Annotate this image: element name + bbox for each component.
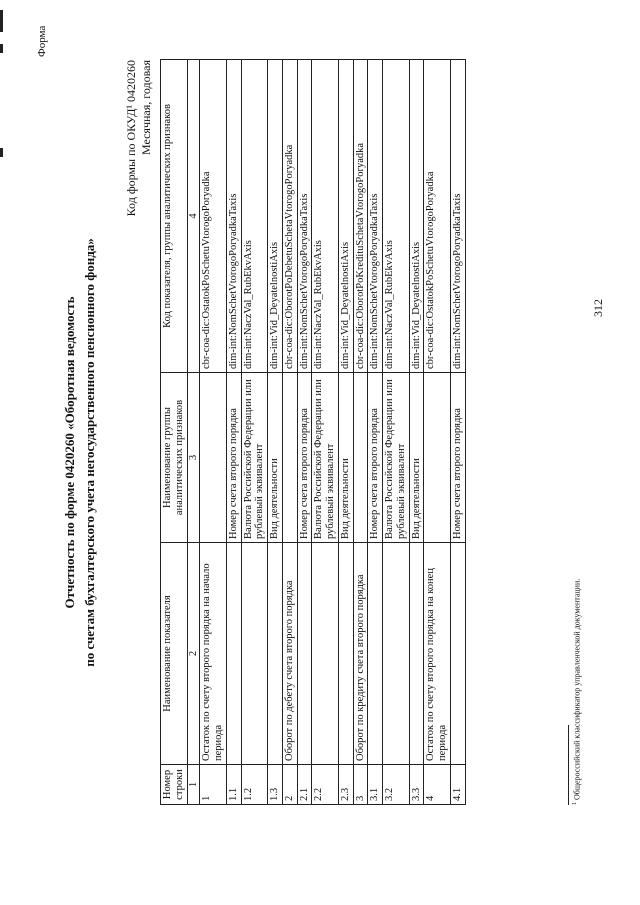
indicator-code-cell: dim-int:NaczVal_RubEkvAxis — [383, 60, 410, 373]
indicator-name-cell — [338, 543, 353, 765]
reporting-period: Месячная, годовая — [139, 60, 153, 156]
table-row — [353, 60, 368, 805]
group-name-cell — [353, 373, 368, 543]
row-number-cell: 1.2 — [241, 765, 268, 805]
group-name-cell: Номер счета второго порядка — [450, 373, 465, 543]
indicators-table — [160, 59, 466, 805]
indicator-name-cell: Оборот по кредиту счета второго порядка — [353, 543, 368, 765]
form-label: Форма — [36, 25, 48, 57]
column-number: 4 — [187, 60, 200, 373]
indicator-code-cell: cbr-coa-dic:OborotPoKredituSchetaVtorogoPoryadka — [353, 60, 368, 373]
indicator-name-cell: Остаток по счету второго порядка на начало периода — [200, 543, 227, 765]
indicator-name-cell — [226, 543, 241, 765]
row-number-cell: 4.1 — [450, 765, 465, 805]
group-name-cell — [424, 373, 451, 543]
table-row — [383, 60, 410, 805]
table-row — [424, 60, 451, 805]
table-row — [200, 60, 227, 805]
row-number-cell: 1.1 — [226, 765, 241, 805]
document-title-line-2: по счетам бухгалтерского учета негосударственного пенсионного фонда» — [82, 238, 97, 667]
indicator-code-cell: dim-int:NomSchetVtorogoPoryadkaTaxis — [450, 60, 465, 373]
okud-code: Код формы по ОКУД¹ 0420260 — [124, 60, 138, 217]
indicator-name-cell — [450, 543, 465, 765]
row-number-cell: 4 — [424, 765, 451, 805]
indicator-code-cell: dim-int:NaczVal_RubEkvAxis — [241, 60, 268, 373]
indicator-name-cell: Остаток по счету второго порядка на конец периода — [424, 543, 451, 765]
table-body — [200, 60, 465, 805]
row-number-cell: 2.2 — [312, 765, 339, 805]
row-number-cell: 3.2 — [383, 765, 410, 805]
row-number-cell: 2.3 — [338, 765, 353, 805]
indicator-name-cell — [383, 543, 410, 765]
column-number-row — [187, 60, 200, 805]
indicator-name-cell — [268, 543, 283, 765]
group-name-cell: Номер счета второго порядка — [368, 373, 383, 543]
table-row — [282, 60, 297, 805]
footnote — [572, 579, 582, 805]
group-name-cell: Вид деятельности — [338, 373, 353, 543]
table-row — [268, 60, 283, 805]
table-row — [312, 60, 339, 805]
row-number-cell: 1.3 — [268, 765, 283, 805]
table-row — [241, 60, 268, 805]
indicator-code-cell: dim-int:Vid_DeyatelnostiAxis — [268, 60, 283, 373]
header-row-number: Номер строки — [161, 765, 188, 805]
indicator-code-cell: dim-int:NomSchetVtorogoPoryadkaTaxis — [226, 60, 241, 373]
footnote-divider — [568, 725, 569, 805]
column-number: 1 — [187, 765, 200, 805]
indicator-code-cell: dim-int:NomSchetVtorogoPoryadkaTaxis — [297, 60, 312, 373]
table-row — [409, 60, 424, 805]
group-name-cell: Вид деятельности — [268, 373, 283, 543]
document-title-line-1: Отчетность по форме 0420260 «Оборотная ведомость — [62, 296, 77, 609]
indicator-name-cell: Оборот по дебету счета второго порядка — [282, 543, 297, 765]
table-row — [450, 60, 465, 805]
indicator-code-cell: cbr-coa-dic:OstatokPoSchetuVtorogoPoryadka — [424, 60, 451, 373]
row-number-cell: 3.3 — [409, 765, 424, 805]
row-number-cell: 2 — [282, 765, 297, 805]
column-number: 2 — [187, 543, 200, 765]
indicator-name-cell — [368, 543, 383, 765]
group-name-cell: Номер счета второго порядка — [297, 373, 312, 543]
footnote-text: Общероссийский классификатор управленческой документации. — [572, 578, 582, 800]
indicator-name-cell — [241, 543, 268, 765]
table-header-row — [161, 60, 188, 805]
group-name-cell: Валюта Российской Федерации или рублевый эквивалент — [312, 373, 339, 543]
indicator-name-cell — [409, 543, 424, 765]
indicator-code-cell: dim-int:NaczVal_RubEkvAxis — [312, 60, 339, 373]
group-name-cell: Валюта Российской Федерации или рублевый эквивалент — [241, 373, 268, 543]
row-number-cell: 3.1 — [368, 765, 383, 805]
group-name-cell: Номер счета второго порядка — [226, 373, 241, 543]
indicator-code-cell: dim-int:Vid_DeyatelnostiAxis — [409, 60, 424, 373]
indicator-code-cell: cbr-coa-dic:OstatokPoSchetuVtorogoPoryadka — [200, 60, 227, 373]
header-group-name: Наименование группы аналитических признаков — [161, 373, 188, 543]
row-number-cell: 1 — [200, 765, 227, 805]
column-number: 3 — [187, 373, 200, 543]
group-name-cell: Вид деятельности — [409, 373, 424, 543]
page-number: 312 — [591, 299, 605, 317]
header-indicator-name: Наименование показателя — [161, 543, 188, 765]
group-name-cell — [200, 373, 227, 543]
table-row — [338, 60, 353, 805]
row-number-cell: 3 — [353, 765, 368, 805]
indicator-name-cell — [312, 543, 339, 765]
indicator-code-cell: cbr-coa-dic:OborotPoDebetuSchetaVtorogoPoryadka — [282, 60, 297, 373]
header-indicator-code: Код показателя, группы аналитических признаков — [161, 60, 188, 373]
indicator-name-cell — [297, 543, 312, 765]
indicator-code-cell: dim-int:NomSchetVtorogoPoryadkaTaxis — [368, 60, 383, 373]
table-row — [368, 60, 383, 805]
row-number-cell: 2.1 — [297, 765, 312, 805]
table-row — [226, 60, 241, 805]
indicator-code-cell: dim-int:Vid_DeyatelnostiAxis — [338, 60, 353, 373]
table-row — [297, 60, 312, 805]
footnote-mark: 1 — [572, 802, 578, 805]
group-name-cell: Валюта Российской Федерации или рублевый эквивалент — [383, 373, 410, 543]
group-name-cell — [282, 373, 297, 543]
